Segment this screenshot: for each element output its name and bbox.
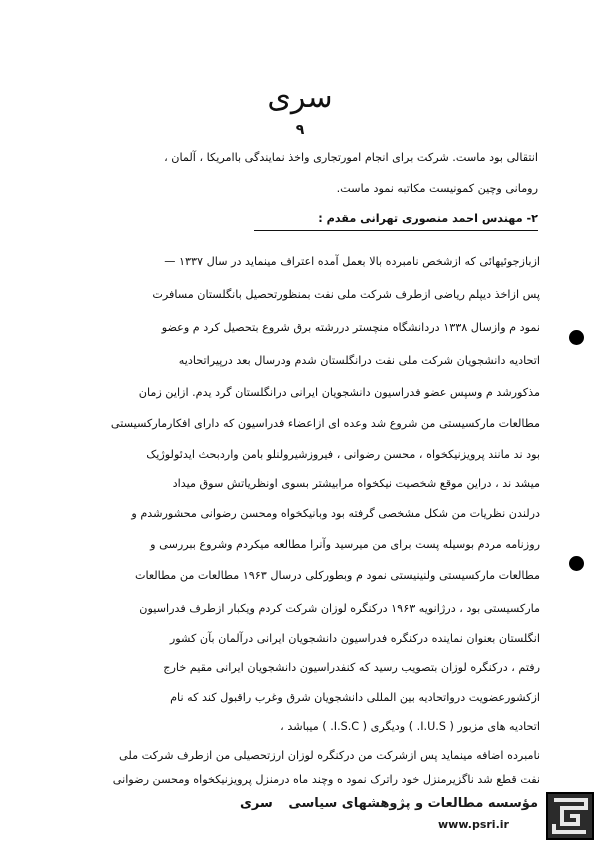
body-line: روزنامه مردم بوسیله پست برای من میرسید وآنرا مطالعه میکردم وشروع ببررسی و <box>150 538 540 551</box>
body-line: اتحادیه های مزبور ( I.U.S. ) وديگری ( I.S.C. ) میباشد ، <box>280 720 540 733</box>
body-line: میشد ند ، دراین موقع شخصیت نیکخواه مرابیشتر بسوی اونظریاتش سوق میداد <box>172 477 540 490</box>
body-line: مارکسیستی بود ، درژانویه ۱۹۶۳ درکنگره لوزان شرکت کردم ویکبار ازطرف فدراسیون <box>139 602 540 615</box>
body-line: نمود م وازسال ۱۳۳۸ دردانشگاه منچستر دررشته برق شروع بتحصیل کرد م وعضو <box>161 321 540 334</box>
body-line: مطالعات مارکسیستی من شروع شد وعده ای ازاعضاء فدراسیون که دارای افکارمارکسیستی <box>110 417 540 430</box>
page-number: ۹ <box>295 122 305 138</box>
body-line: اتحادیه دانشجویان شرکت ملی نفت درانگلستان شدم ودرسال بعد درپیراتحادیه <box>178 354 540 367</box>
punch-hole <box>569 556 584 571</box>
intro-line: انتقالی بود ماست. شرکت برای انجام امورتجاری واخذ نمایندگی باامریکا ، آلمان ، <box>164 151 538 164</box>
page-title: سری <box>267 80 333 115</box>
watermark-title: مؤسسه مطالعات و پژوهشهای سیاسی <box>288 796 538 811</box>
body-line: درلندن نظریات من شکل مشخصی گرفته بود وبانیکخواه ومحسن رضوانی محشورشدم و <box>131 507 540 520</box>
body-line: نفت قطع شد ناگزیرمنزل خود راترک نمود ه وچند ماه درمنزل پرویزنیکخواه ومحسن رضوانی <box>112 773 540 786</box>
body-line: نامبرده اضافه مینماید پس ازشرکت من درکنگره لوزان ارزتحصیلی من ازطرف شرکت ملی <box>119 749 540 762</box>
watermark-url: www.psri.ir <box>438 818 509 831</box>
body-line: انگلستان بعنوان نماینده درکنگره فدراسیون دانشجویان ایرانی درآلمان بآن کشور <box>169 632 540 645</box>
body-line: ازبازجوئیهائی که ازشخص نامبرده بالا بعمل آمده اعتراف مینماید در سال ۱۳۳۷ — <box>164 255 540 268</box>
heading-underline <box>254 230 538 231</box>
body-line: پس ازاخذ دیپلم ریاضی ازطرف شرکت ملی نفت بمنظورتحصیل بانگلستان مسافرت <box>152 288 540 301</box>
footer-classification-mark: سری <box>240 796 273 811</box>
body-line: مذکورشد م وسپس عضو فدراسیون دانشجویان ایرانی درانگلستان گرد یدم. ازاین زمان <box>138 386 540 399</box>
body-line: بود ند مانند پرویزنیکخواه ، محسن رضوانی ، فیروزشیرولنلو بامن واردبحث ایدئولوژیک <box>146 448 540 461</box>
body-line: ازکشورعضویت درواتحادیه بین المللی دانشجویان شرق وغرب راقبول کند که نام <box>170 691 540 704</box>
watermark-logo-icon <box>546 792 594 840</box>
section-heading: ۲- مهندس احمد منصوری تهرانی مقدم : <box>318 212 538 225</box>
body-line: رفتم ، درکنگره لوزان بتصویب رسید که کنفدراسیون دانشجویان ایرانی مقیم خارج <box>163 661 540 674</box>
body-line: مطالعات مارکسیستی ولنینیستی نمود م وبطورکلی درسال ۱۹۶۳ مطالعات من مطالعات <box>134 569 540 582</box>
punch-hole <box>569 330 584 345</box>
intro-line: رومانی وچین کمونیست مکاتبه نمود ماست. <box>336 182 538 195</box>
